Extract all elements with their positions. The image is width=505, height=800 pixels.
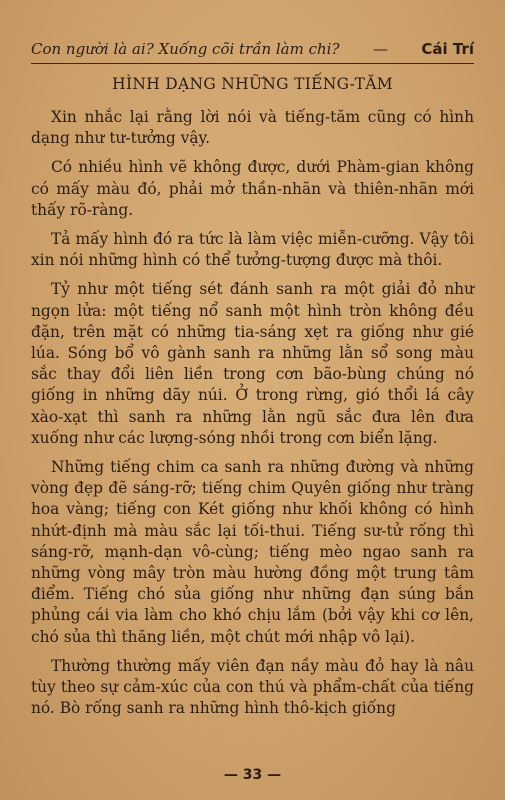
paragraph: Có nhiều hình vẽ không được, dưới Phàm-gian không có mấy màu đó, phải mở thần-nhãn và thiên-nhãn mới thấy rõ-ràng. xyxy=(31,158,474,219)
header-divider xyxy=(31,63,474,64)
paragraph: Tả mấy hình đó ra tức là làm việc miễn-cưỡng. Vậy tôi xin nói những hình có thể tưởng-tượng được mà thôi. xyxy=(31,230,474,270)
chapter-title: HÌNH DẠNG NHỮNG TIẾNG-TĂM xyxy=(112,75,393,93)
body-text xyxy=(31,107,474,719)
paragraph: Xin nhắc lại rằng lời nói và tiếng-tăm cũng có hình dạng như tư-tưởng vậy. xyxy=(31,108,474,148)
paragraph: Thường thường mấy viên đạn nầy màu đỏ hay là nâu tùy theo sự cảm-xúc của con thú và phẩm-chất của tiếng nó. Bò rống sanh ra những hình thô-kịch giống xyxy=(31,656,474,718)
paragraph: Tỷ như một tiếng sét đánh sanh ra một giải đỏ như ngọn lửa: một tiếng nổ sanh một hình tròn không đều đặn, trên mặt có những tia-sáng xẹt ra giống như gié lúa. Sóng bổ vô gành sanh ra những lằn sổ song màu sắc thay đổi liên liền trong cơn bão-bùng chúng nó giống in những dãy núi. Ở trong rừng, gió thổi lá cây xào-xạt thì sanh ra những lằn ngũ sắc đưa lên đưa xuống như các lượng-sóng nhồi trong cơn biển lặng. xyxy=(31,280,474,447)
author-name: Cái Trí xyxy=(421,40,474,58)
running-header xyxy=(31,40,474,58)
page-number: — 33 — xyxy=(223,767,282,783)
header-dash: — xyxy=(372,40,388,58)
paragraph: Những tiếng chim ca sanh ra những đường và những vòng đẹp đẽ sáng-rỡ; tiếng chim Quyên giống như tràng hoa vàng; tiếng con Két giống như khối không có hình nhứt-định mà màu sắc lại tối-thui. Tiếng sư-tử rống thì sáng-rỡ, mạnh-dạn vô-cùng; tiếng mèo ngao sanh ra những vòng mây tròn màu hường đồng một trung tâm điểm. Tiếng chó sủa giống như những đạn súng bắn phủng cái via làm cho khó chịu lắm (bởi vậy khi cơ lên, chó sủa thì thăng liền, một chút mới nhập vô lại). xyxy=(31,458,474,646)
book-title: Con người là ai? Xuống cõi trần làm chi? xyxy=(31,40,340,58)
